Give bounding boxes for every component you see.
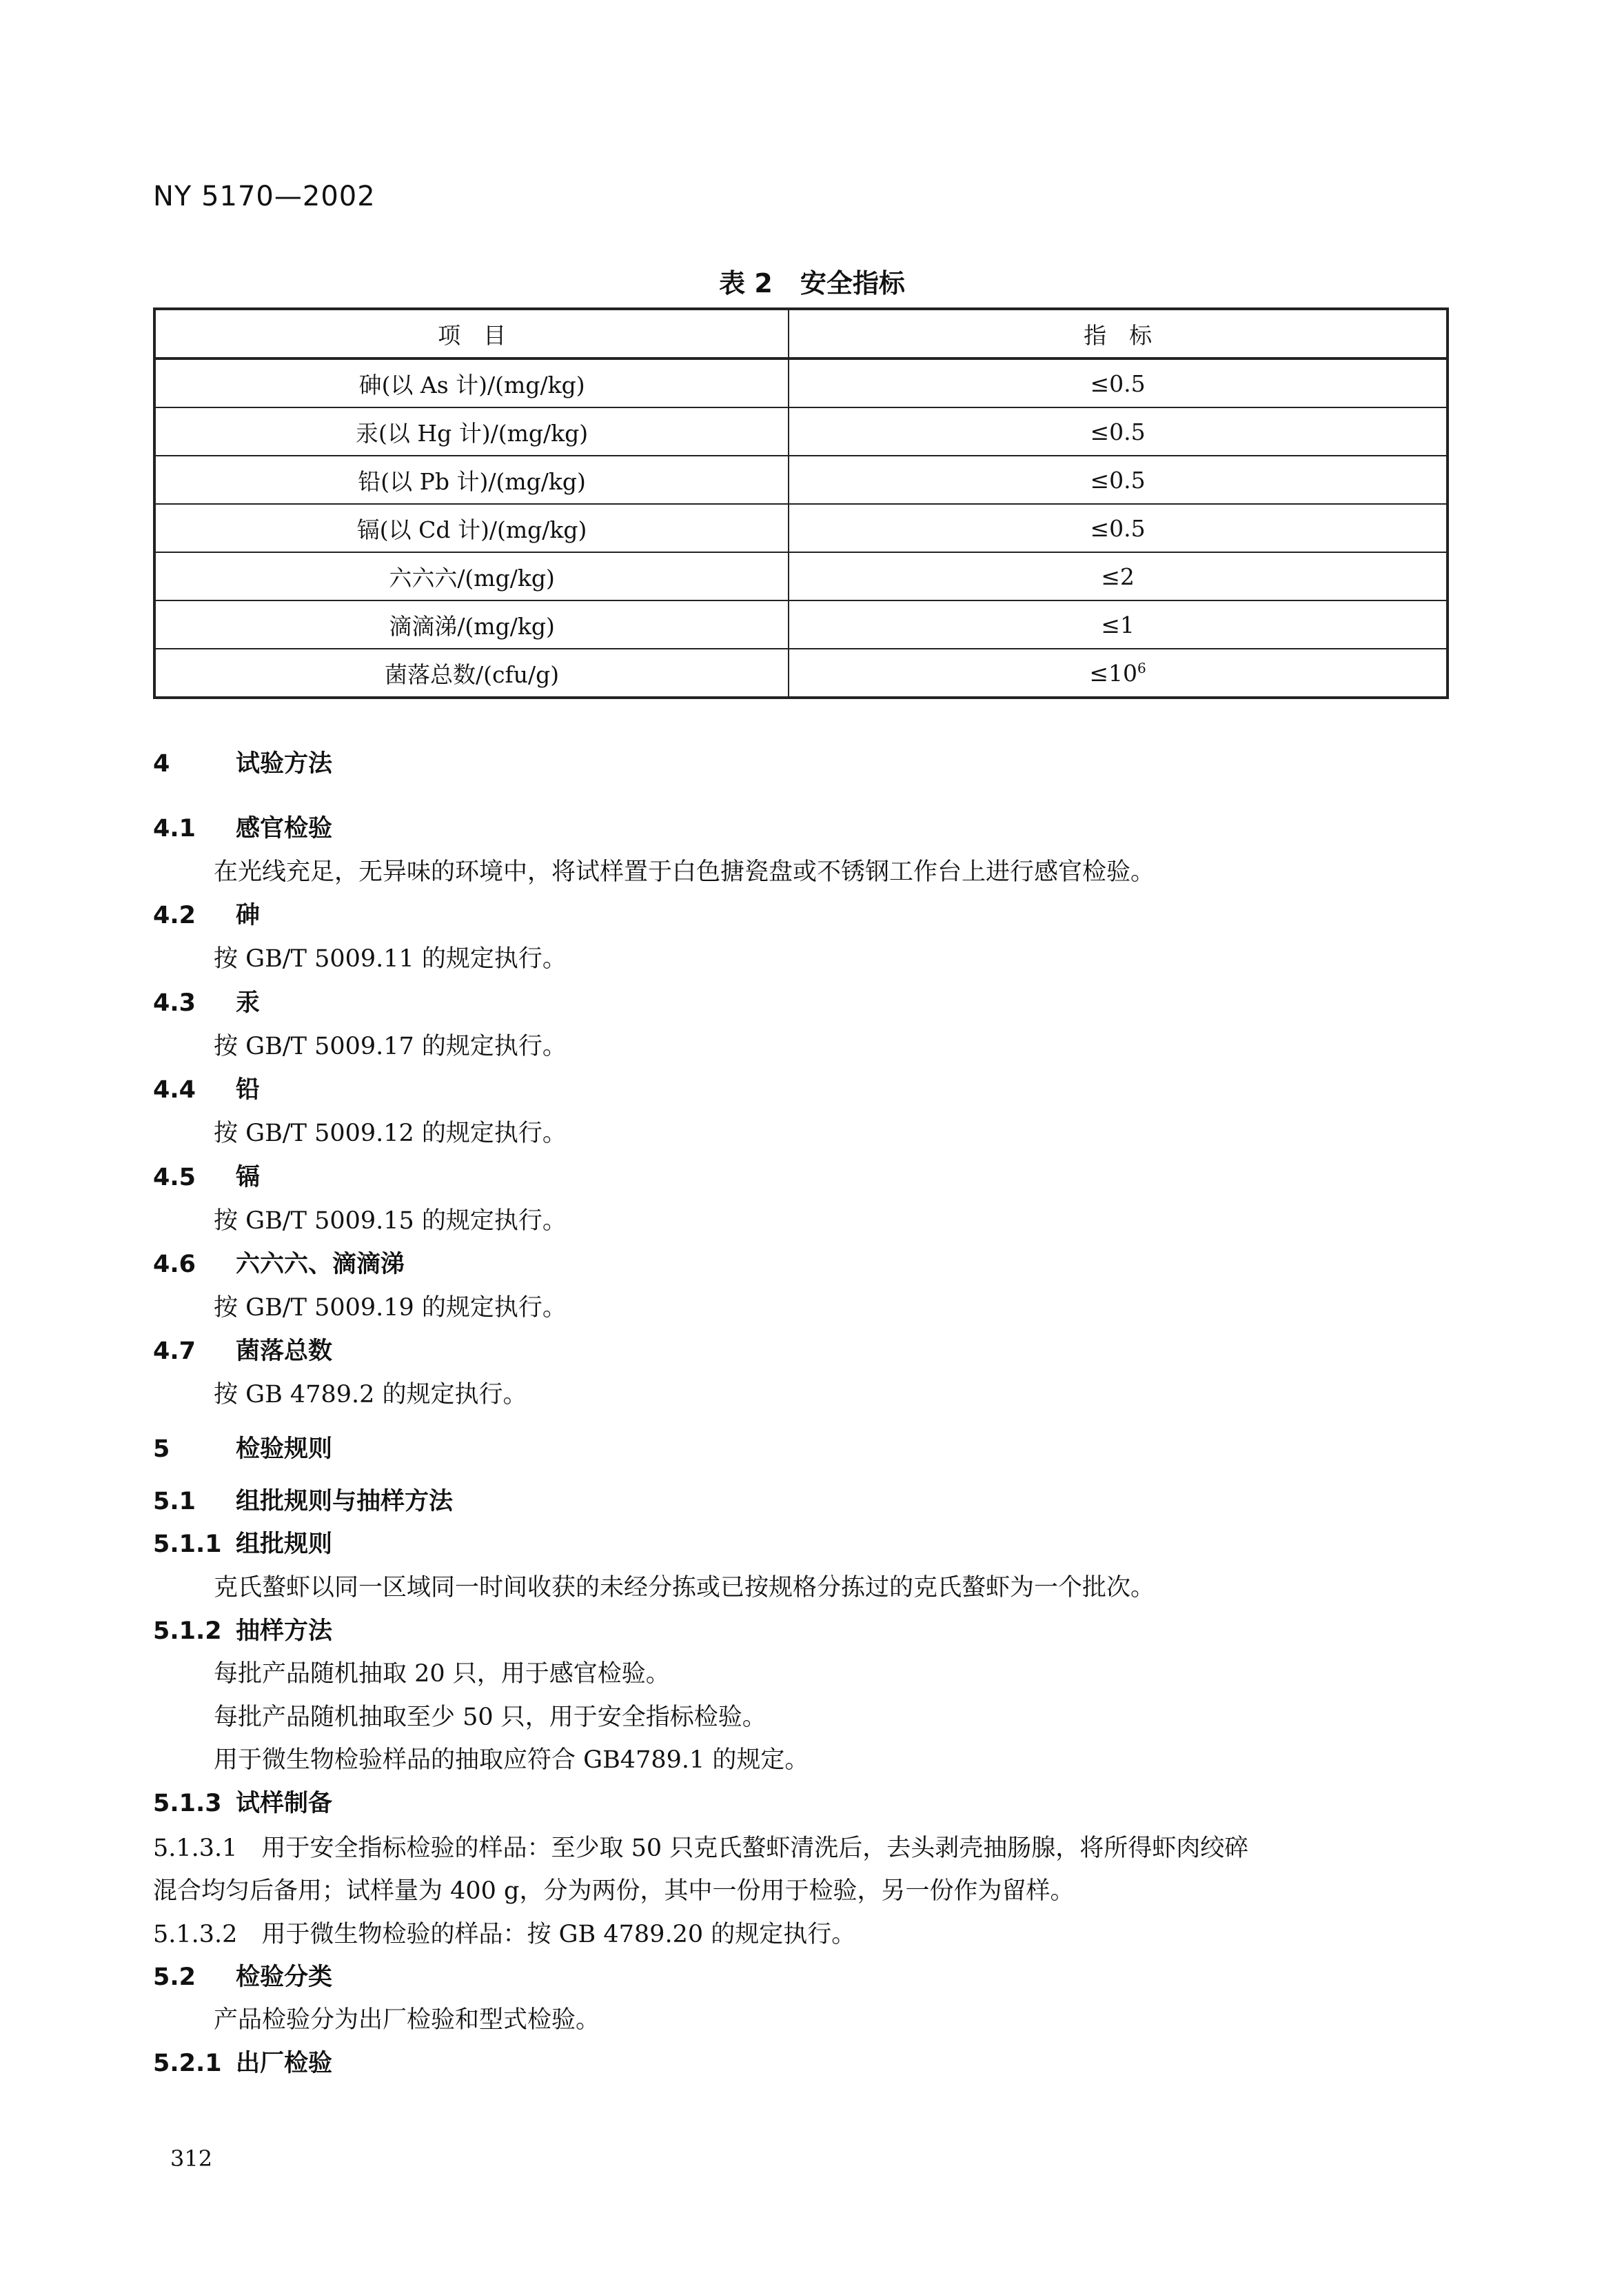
section-number: 5.1.1 xyxy=(153,1531,222,1558)
section-heading xyxy=(153,1158,260,1193)
column-header-value: 指 标 xyxy=(789,309,1448,358)
paragraph: 按 GB/T 5009.12 的规定执行。 xyxy=(214,1120,567,1147)
row-item: 砷(以 As 计)/(mg/kg) xyxy=(154,358,789,407)
table-title-number: 表 2 xyxy=(719,268,773,299)
section-heading xyxy=(153,745,332,779)
section-title: 镉 xyxy=(236,1164,261,1191)
section-number: 4.2 xyxy=(153,902,196,929)
section-title: 试样制备 xyxy=(236,1790,333,1817)
table-row xyxy=(154,600,1448,649)
row-value: ≤0.5 xyxy=(789,504,1448,552)
row-item: 菌落总数/(cfu/g) xyxy=(154,649,789,698)
table-title-text: 安全指标 xyxy=(800,268,905,299)
row-item: 六六六/(mg/kg) xyxy=(154,552,789,600)
section-title: 试验方法 xyxy=(236,750,333,778)
section-number: 5 xyxy=(153,1435,170,1463)
paragraph: 用于微生物检验样品的抽取应符合 GB4789.1 的规定。 xyxy=(214,1746,809,1774)
paragraph: 每批产品随机抽取至少 50 只，用于安全指标检验。 xyxy=(214,1704,767,1731)
table-header-row xyxy=(154,309,1448,358)
section-number: 5.2.1 xyxy=(153,2050,222,2077)
section-number: 4.1 xyxy=(153,815,196,842)
section-title: 检验分类 xyxy=(236,1963,333,1991)
section-heading xyxy=(153,984,260,1018)
section-heading xyxy=(153,2044,332,2079)
safety-indicators-table xyxy=(153,307,1449,699)
section-title: 汞 xyxy=(236,989,261,1017)
standard-code: NY 5170—2002 xyxy=(153,181,376,212)
row-value: ≤2 xyxy=(789,552,1448,600)
table-row xyxy=(154,649,1448,698)
table-row xyxy=(154,358,1448,407)
page-number: 312 xyxy=(170,2145,213,2172)
paragraph: 按 GB/T 5009.15 的规定执行。 xyxy=(214,1207,567,1235)
section-number: 4.7 xyxy=(153,1337,196,1365)
table-row xyxy=(154,407,1448,456)
section-title: 检验规则 xyxy=(236,1435,333,1463)
column-header-item: 项 目 xyxy=(154,309,789,358)
table-row xyxy=(154,552,1448,600)
section-title: 感官检验 xyxy=(236,815,333,842)
row-item: 铅(以 Pb 计)/(mg/kg) xyxy=(154,456,789,504)
section-heading xyxy=(153,1612,332,1646)
paragraph: 按 GB 4789.2 的规定执行。 xyxy=(214,1381,527,1408)
section-title: 抽样方法 xyxy=(236,1617,333,1645)
table-row xyxy=(154,456,1448,504)
section-heading xyxy=(153,1482,453,1517)
row-item: 滴滴涕/(mg/kg) xyxy=(154,600,789,649)
section-title: 组批规则与抽样方法 xyxy=(236,1488,454,1515)
section-heading xyxy=(153,896,260,931)
section-title: 菌落总数 xyxy=(236,1337,333,1365)
table-row xyxy=(154,504,1448,552)
section-number: 4 xyxy=(153,750,170,778)
section-title: 出厂检验 xyxy=(236,2050,333,2077)
section-heading xyxy=(153,1784,332,1819)
section-number: 5.2 xyxy=(153,1963,196,1991)
section-title: 铅 xyxy=(236,1076,261,1104)
row-value xyxy=(789,649,1448,698)
paragraph: 在光线充足，无异味的环境中，将试样置于白色搪瓷盘或不锈钢工作台上进行感官检验。 xyxy=(214,858,1155,886)
paragraph: 每批产品随机抽取 20 只，用于感官检验。 xyxy=(214,1660,670,1688)
paragraph: 按 GB/T 5009.11 的规定执行。 xyxy=(214,945,567,973)
row-value: ≤0.5 xyxy=(789,407,1448,456)
section-title: 组批规则 xyxy=(236,1531,333,1558)
paragraph: 克氏螯虾以同一区域同一时间收获的未经分拣或已按规格分拣过的克氏螯虾为一个批次。 xyxy=(214,1574,1155,1602)
section-heading xyxy=(153,1430,332,1464)
row-value: ≤0.5 xyxy=(789,456,1448,504)
section-heading xyxy=(153,1958,332,1992)
row-item: 汞(以 Hg 计)/(mg/kg) xyxy=(154,407,789,456)
section-title: 六六六、滴滴涕 xyxy=(236,1251,405,1278)
section-heading xyxy=(153,1071,260,1105)
section-number: 4.6 xyxy=(153,1251,196,1278)
section-number: 5.1 xyxy=(153,1488,196,1515)
section-heading xyxy=(153,1332,332,1366)
paragraph: 5.1.3.1 用于安全指标检验的样品：至少取 50 只克氏螯虾清洗后，去头剥壳抽肠腺，将所得虾肉绞碎 xyxy=(153,1835,1249,1862)
section-heading xyxy=(153,809,332,844)
paragraph: 按 GB/T 5009.17 的规定执行。 xyxy=(214,1033,567,1060)
paragraph: 混合均匀后备用；试样量为 400 g，分为两份，其中一份用于检验，另一份作为留样。 xyxy=(153,1877,1075,1905)
row-value-base: ≤10 xyxy=(1089,659,1138,687)
section-number: 5.1.3 xyxy=(153,1790,222,1817)
section-number: 5.1.2 xyxy=(153,1617,222,1645)
section-number: 4.4 xyxy=(153,1076,196,1104)
paragraph: 产品检验分为出厂检验和型式检验。 xyxy=(214,2006,600,2034)
row-value-exponent: 6 xyxy=(1137,659,1146,676)
row-item: 镉(以 Cd 计)/(mg/kg) xyxy=(154,504,789,552)
paragraph: 5.1.3.2 用于微生物检验的样品：按 GB 4789.20 的规定执行。 xyxy=(153,1921,856,1948)
section-heading xyxy=(153,1525,332,1559)
section-title: 砷 xyxy=(236,902,261,929)
table-title xyxy=(0,262,1624,300)
section-number: 4.3 xyxy=(153,989,196,1017)
row-value: ≤1 xyxy=(789,600,1448,649)
paragraph: 按 GB/T 5009.19 的规定执行。 xyxy=(214,1294,567,1322)
section-number: 4.5 xyxy=(153,1164,196,1191)
row-value: ≤0.5 xyxy=(789,358,1448,407)
section-heading xyxy=(153,1245,405,1280)
